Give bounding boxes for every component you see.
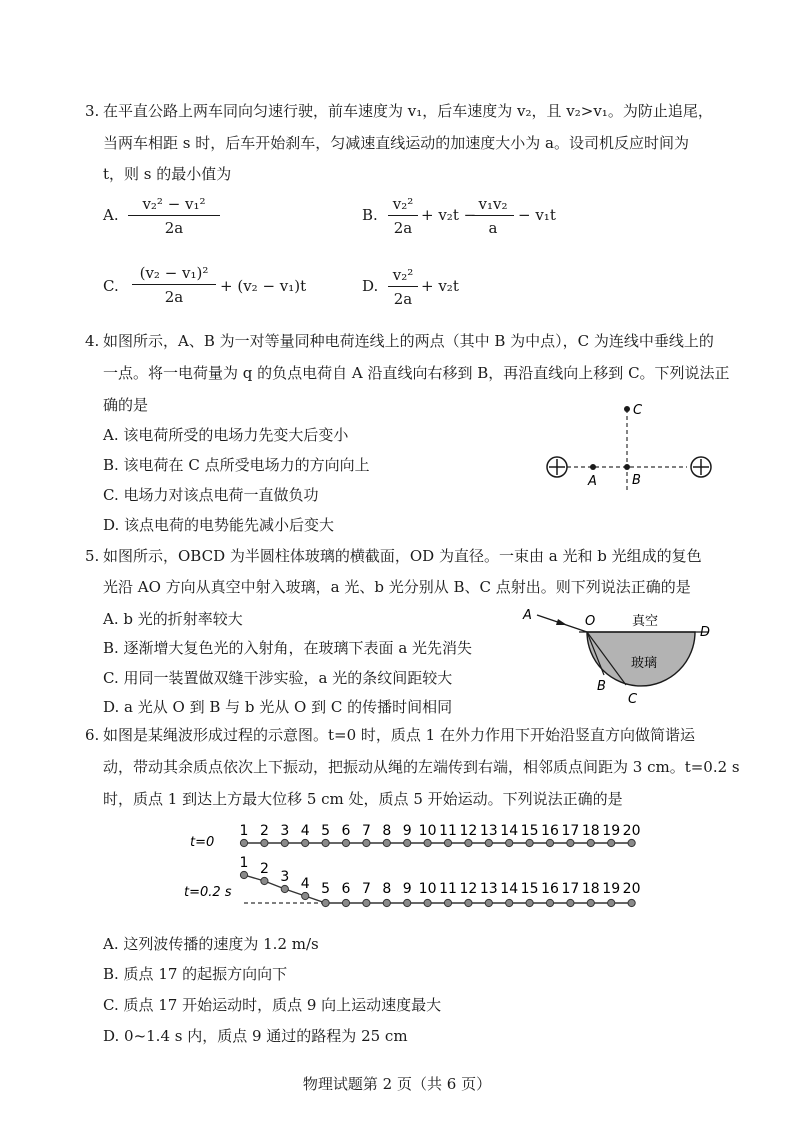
question-text-line: 当两车相距 s 时，后车开始刹车，匀减速直线运动的加速度大小为 a。设司机反应时间为 [103, 134, 689, 152]
particle-label-19: 19 [602, 823, 621, 839]
fraction-denominator: 2a [393, 290, 413, 308]
particle-label-17: 17 [561, 823, 580, 839]
particle-label-2: 2 [259, 823, 269, 839]
particle-15 [526, 899, 533, 906]
option-a: A. 该电荷所受的电场力先变大后变小 [103, 426, 349, 444]
option-c: C. 电场力对该点电荷一直做负功 [103, 486, 319, 504]
option-c: C. 质点 17 开始运动时，质点 9 向上运动速度最大 [103, 996, 442, 1014]
particle-8 [383, 839, 390, 846]
fraction-numerator: v₂² [388, 195, 418, 216]
particle-label-10: 10 [418, 823, 437, 839]
question-number: 5. [85, 547, 100, 565]
particle-label-17: 17 [561, 881, 580, 897]
particle-label-15: 15 [520, 823, 539, 839]
particle-label-9: 9 [402, 823, 412, 839]
particle-18 [587, 839, 594, 846]
question-text-line: 一点。将一电荷量为 q 的负点电荷自 A 沿直线向右移到 B，再沿直线向上移到 C。下列说法正 [103, 364, 730, 382]
particle-label-1: 1 [239, 855, 249, 871]
particle-label-5: 5 [321, 881, 331, 897]
particle-7 [363, 899, 370, 906]
option-d-label: D. [362, 277, 379, 295]
particle-16 [546, 839, 553, 846]
label-c: C [628, 692, 638, 707]
particle-5 [322, 899, 329, 906]
label-a: A [523, 608, 532, 623]
particle-2 [261, 877, 268, 884]
particle-17 [567, 899, 574, 906]
particle-17 [567, 839, 574, 846]
option-a: A. 这列波传播的速度为 1.2 m/s [103, 935, 319, 953]
particle-label-10: 10 [418, 881, 437, 897]
charge-diagram [535, 395, 725, 495]
option-b-label: B. [362, 206, 378, 224]
option-a-label: A. [103, 206, 119, 224]
particle-label-6: 6 [341, 881, 351, 897]
option-b: B. 该电荷在 C 点所受电场力的方向向上 [103, 456, 370, 474]
particle-18 [587, 899, 594, 906]
particle-19 [608, 899, 615, 906]
label-c: C [633, 403, 643, 418]
option-d-fraction [388, 266, 418, 308]
arrow-icon [556, 619, 567, 625]
particle-15 [526, 839, 533, 846]
particle-label-6: 6 [341, 823, 351, 839]
label-vacuum: 真空 [632, 614, 659, 629]
particle-9 [404, 839, 411, 846]
label-b: B [597, 679, 606, 694]
question-number: 6. [85, 726, 100, 744]
particle-13 [485, 899, 492, 906]
fraction-denominator: a [488, 219, 498, 237]
particle-label-11: 11 [439, 881, 457, 897]
option-c: C. 用同一装置做双缝干涉实验，a 光的条纹间距较大 [103, 669, 453, 687]
particle-label-3: 3 [280, 823, 290, 839]
particle-7 [363, 839, 370, 846]
particle-12 [465, 839, 472, 846]
particle-8 [383, 899, 390, 906]
row-t0 [240, 823, 641, 847]
rope-wave-diagram [180, 815, 640, 915]
particle-19 [608, 839, 615, 846]
particle-label-4: 4 [300, 823, 310, 839]
particle-1 [240, 839, 247, 846]
particle-13 [485, 839, 492, 846]
particle-20 [628, 839, 635, 846]
particle-label-11: 11 [439, 823, 457, 839]
option-b-tail: − v₁t [518, 206, 556, 224]
particle-label-2: 2 [259, 861, 269, 877]
label-glass: 玻璃 [631, 656, 658, 671]
label-b: B [632, 473, 641, 488]
fraction-numerator: (v₂ − v₁)² [132, 264, 216, 285]
particle-label-1: 1 [239, 823, 249, 839]
point-b [624, 464, 630, 470]
question-text-line: 如图所示，OBCD 为半圆柱体玻璃的横截面，OD 为直径。一束由 a 光和 b 光组成的复色 [103, 547, 702, 565]
fraction-numerator: v₂² − v₁² [128, 195, 220, 216]
option-c-tail: + (v₂ − v₁)t [220, 277, 307, 295]
option-d-tail: + v₂t [421, 277, 459, 295]
particle-10 [424, 839, 431, 846]
row-2-time-label: t=0.2 s [184, 885, 232, 900]
question-text-line: 在平直公路上两车同向匀速行驶，前车速度为 v₁，后车速度为 v₂，且 v₂>v₁。为防止追尾， [103, 102, 713, 120]
row-t02 [240, 855, 641, 907]
particle-label-13: 13 [479, 823, 498, 839]
option-d: D. 0~1.4 s 内，质点 9 通过的路程为 25 cm [103, 1027, 408, 1045]
particle-4 [302, 892, 309, 899]
option-d: D. a 光从 O 到 B 与 b 光从 O 到 C 的传播时间相同 [103, 698, 453, 716]
option-b-fraction-2 [472, 195, 514, 237]
option-a: A. b 光的折射率较大 [103, 610, 243, 628]
particle-label-12: 12 [459, 823, 478, 839]
particle-2 [261, 839, 268, 846]
particle-label-18: 18 [581, 881, 600, 897]
particle-label-4: 4 [300, 876, 310, 892]
particle-11 [444, 899, 451, 906]
question-text-line: 时，质点 1 到达上方最大位移 5 cm 处，质点 5 开始运动。下列说法正确的是 [103, 790, 623, 808]
particle-14 [506, 839, 513, 846]
particle-6 [342, 899, 349, 906]
label-d: D [700, 625, 711, 640]
particle-4 [302, 839, 309, 846]
option-b-fraction-1 [388, 195, 418, 237]
page-footer: 物理试题第 2 页（共 6 页） [302, 1075, 492, 1093]
particle-16 [546, 899, 553, 906]
particle-label-18: 18 [581, 823, 600, 839]
particle-label-12: 12 [459, 881, 478, 897]
particle-label-20: 20 [622, 823, 641, 839]
particle-label-13: 13 [479, 881, 498, 897]
particle-label-3: 3 [280, 869, 290, 885]
option-b: B. 逐渐增大复色光的入射角，在玻璃下表面 a 光先消失 [103, 639, 473, 657]
label-o: O [585, 614, 596, 629]
fraction-denominator: 2a [393, 219, 413, 237]
particle-label-16: 16 [541, 881, 559, 897]
particle-6 [342, 839, 349, 846]
row-1-time-label: t=0 [190, 835, 215, 850]
option-b-middle: + v₂t − [421, 206, 477, 224]
particle-label-9: 9 [402, 881, 412, 897]
option-c-fraction [132, 264, 216, 306]
fraction-denominator: 2a [164, 219, 184, 237]
particle-label-7: 7 [361, 881, 371, 897]
particle-label-15: 15 [520, 881, 539, 897]
particle-5 [322, 839, 329, 846]
particle-label-14: 14 [500, 881, 519, 897]
fraction-numerator: v₂² [388, 266, 418, 287]
particle-9 [404, 899, 411, 906]
option-c-label: C. [103, 277, 119, 295]
glass-semicylinder-diagram [515, 605, 725, 710]
particle-label-7: 7 [361, 823, 371, 839]
question-number: 4. [85, 332, 100, 350]
particle-label-8: 8 [382, 823, 392, 839]
question-text-line: 光沿 AO 方向从真空中射入玻璃，a 光、b 光分别从 B、C 点射出。则下列说法正确的是 [103, 578, 691, 596]
question-text-line: 如图是某绳波形成过程的示意图。t=0 时，质点 1 在外力作用下开始沿竖直方向做简谐运 [103, 726, 695, 744]
question-text-line: t，则 s 的最小值为 [103, 165, 232, 183]
particle-10 [424, 899, 431, 906]
particle-3 [281, 839, 288, 846]
fraction-numerator: v₁v₂ [472, 195, 514, 216]
question-text-line: 动，带动其余质点依次上下振动，把振动从绳的左端传到右端，相邻质点间距为 3 cm。t=0.2 s [103, 758, 740, 776]
question-text-line: 确的是 [103, 396, 149, 414]
particle-label-16: 16 [541, 823, 559, 839]
point-c [624, 406, 630, 412]
particle-label-20: 20 [622, 881, 641, 897]
particle-1 [240, 871, 247, 878]
particle-14 [506, 899, 513, 906]
option-d: D. 该点电荷的电势能先减小后变大 [103, 516, 335, 534]
particle-label-8: 8 [382, 881, 392, 897]
particle-label-5: 5 [321, 823, 331, 839]
point-a [590, 464, 596, 470]
particle-label-14: 14 [500, 823, 519, 839]
question-text-line: 如图所示，A、B 为一对等量同种电荷连线上的两点（其中 B 为中点），C 为连线中垂线上的 [103, 332, 714, 350]
particle-20 [628, 899, 635, 906]
particle-11 [444, 839, 451, 846]
particle-3 [281, 885, 288, 892]
label-a: A [588, 474, 597, 489]
fraction-denominator: 2a [164, 288, 184, 306]
option-a-fraction [128, 195, 220, 237]
option-b: B. 质点 17 的起振方向向下 [103, 965, 288, 983]
particle-label-19: 19 [602, 881, 621, 897]
particle-12 [465, 899, 472, 906]
question-number: 3. [85, 102, 100, 120]
